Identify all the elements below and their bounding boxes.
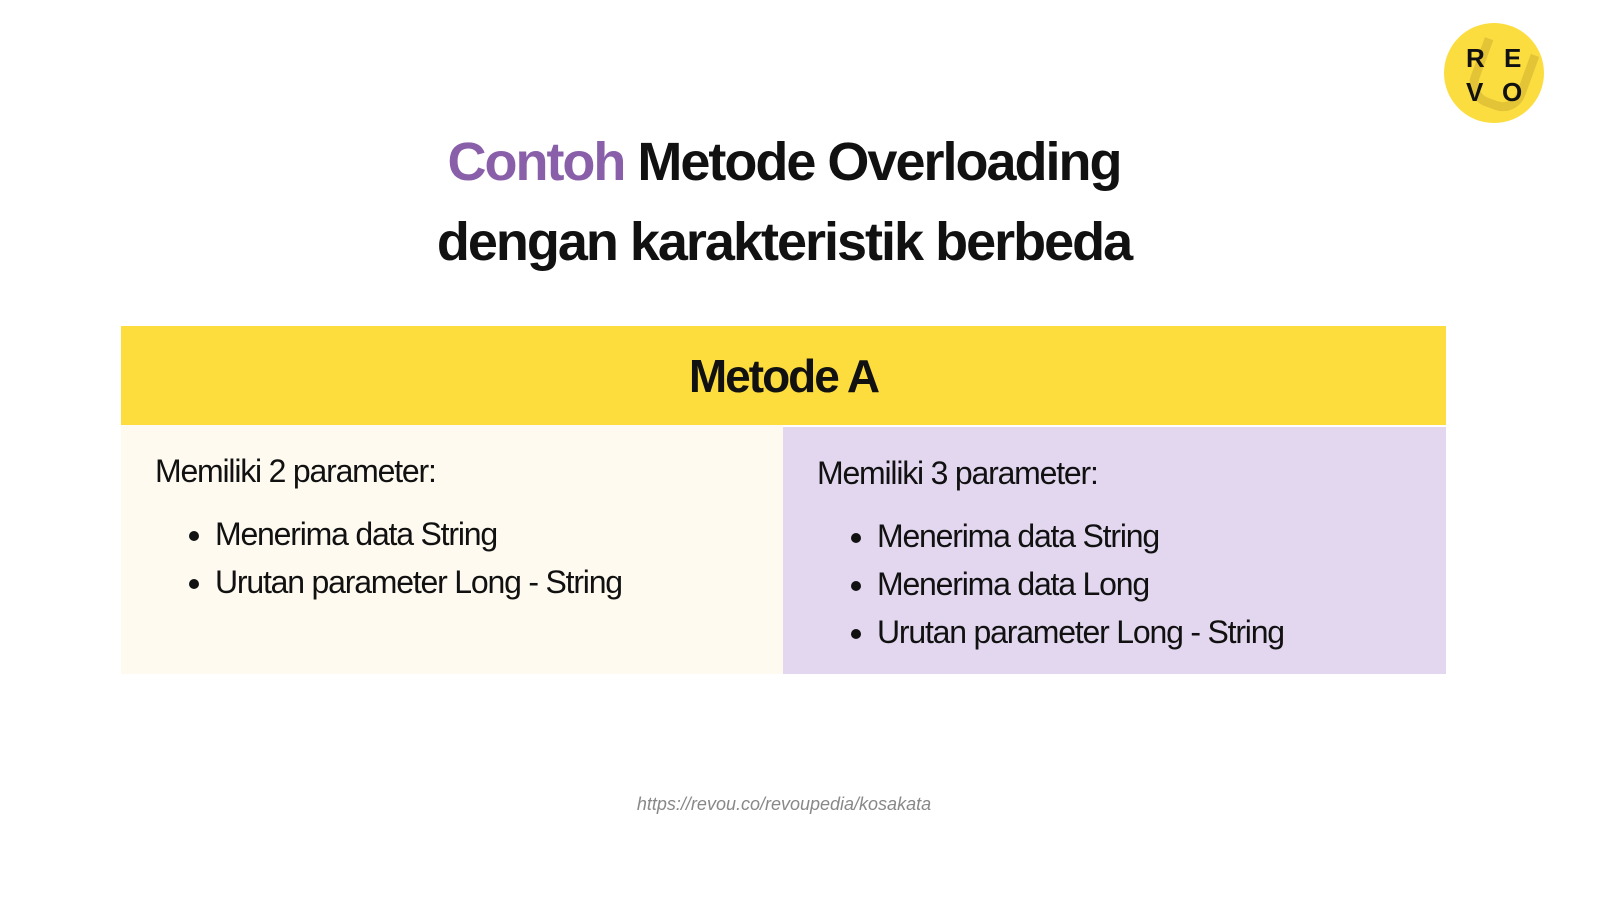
right-list — [817, 512, 1412, 656]
revo-logo — [1444, 23, 1544, 123]
list-item: • Menerima data String — [877, 512, 1412, 560]
title-accent: Contoh — [447, 132, 625, 192]
logo-letter: E — [1504, 43, 1522, 73]
list-item: • Urutan parameter Long - String — [215, 558, 749, 606]
comparison-table — [121, 326, 1446, 674]
left-heading: Memiliki 2 parameter: — [155, 453, 436, 489]
logo-letter: R — [1466, 43, 1485, 73]
list-item: • Urutan parameter Long - String — [877, 608, 1412, 656]
title-line2: dengan karakteristik berbeda — [436, 212, 1132, 272]
left-list — [155, 510, 749, 606]
list-item: • Menerima data String — [215, 510, 749, 558]
left-column — [121, 425, 783, 674]
logo-letter: V — [1466, 77, 1484, 107]
title-rest: Metode Overloading — [637, 132, 1121, 192]
right-heading: Memiliki 3 parameter: — [817, 455, 1098, 491]
right-column — [783, 427, 1446, 674]
table-header: Metode A — [121, 326, 1446, 425]
footer-url: https://revou.co/revoupedia/kosakata — [636, 794, 932, 814]
slide-title — [0, 122, 1568, 282]
logo-letter: O — [1502, 77, 1523, 107]
list-item: • Menerima data Long — [877, 560, 1412, 608]
